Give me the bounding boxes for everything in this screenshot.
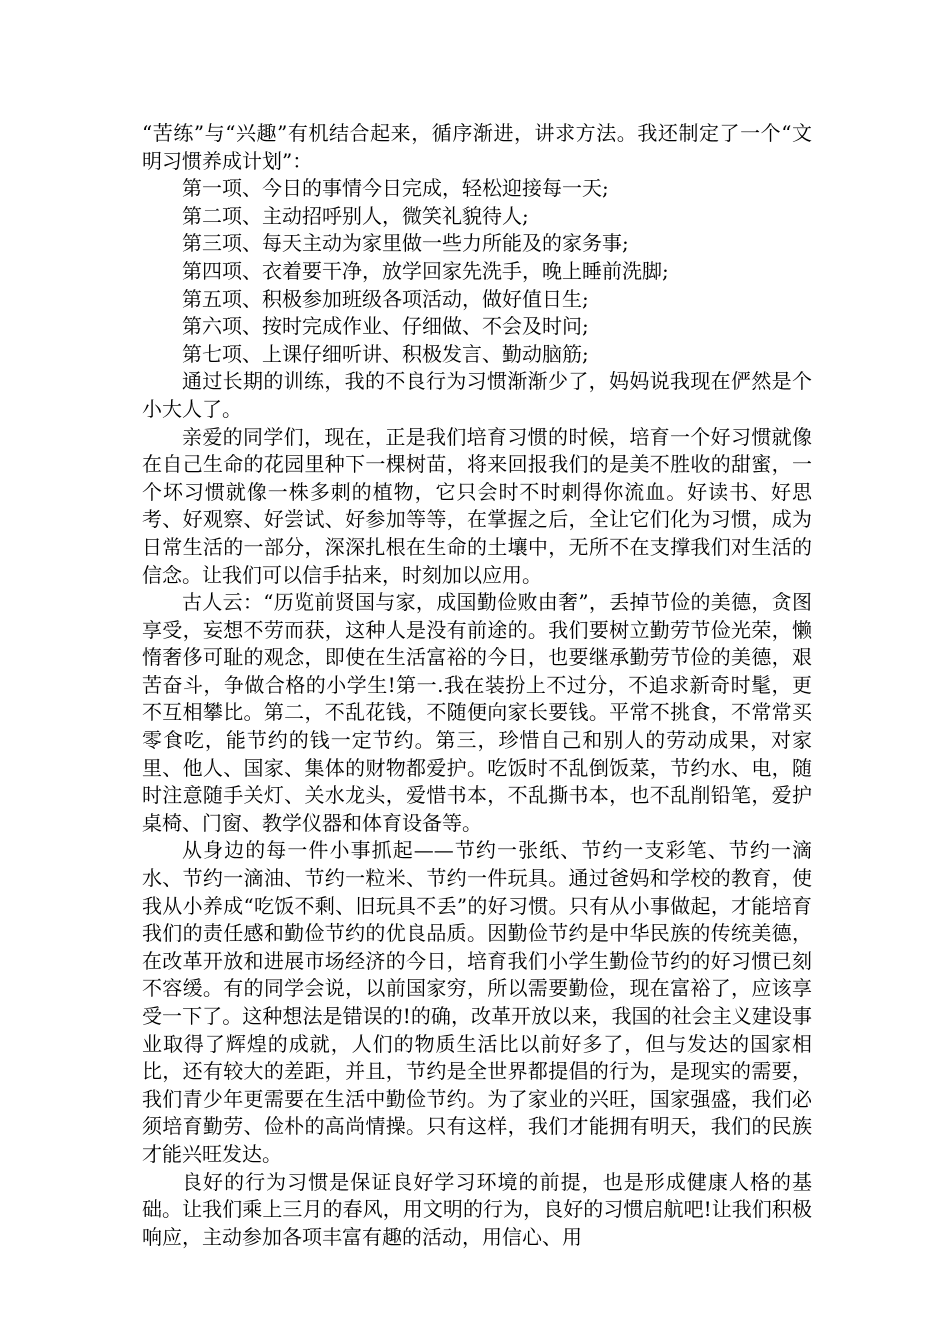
plan-item-1: 第一项、今日的事情今日完成，轻松迎接每一天; xyxy=(182,176,609,201)
paragraph-frugality: 古人云：“历览前贤国与家，成国勤俭败由奢”，丢掉节俭的美德，贪图享受，妄想不劳而获，这种人是没有前途的。我们要树立勤劳节俭光荣，懒惰奢侈可耻的观念，即使在生活富裕的今日，也要继承勤劳节俭的美德，艰苦奋斗，争做合格的小学生!第一.我在装扮上不过分，不追求新奇时髦，更不互相攀比。第二，不乱花钱，不随便向家长要钱。平常不挑食，不常常买零食吃，能节约的钱一定节约。第三，珍惜自己和别人的劳动成果，对家里、他人、国家、集体的财物都爱护。吃饭时不乱倒饭菜，节约水、电，随时注意随手关灯、关水龙头，爱惜书本，不乱撕书本，也不乱削铅笔，爱护桌椅、门窗、教学仪器和体育设备等。 xyxy=(142,590,812,835)
document-body xyxy=(142,120,812,1251)
plan-item-7: 第七项、上课仔细听讲、积极发言、勤动脑筋; xyxy=(182,341,589,366)
paragraph-closing: 良好的行为习惯是保证良好学习环境的前提，也是形成健康人格的基础。让我们乘上三月的春风，用文明的行为，良好的习惯启航吧!让我们积极响应，主动参加各项丰富有趣的活动，用信心、用 xyxy=(142,1169,812,1249)
plan-item-5: 第五项、积极参加班级各项活动，做好值日生; xyxy=(182,286,589,311)
paragraph-small-things: 从身边的每一件小事抓起——节约一张纸、节约一支彩笔、节约一滴水、节约一滴油、节约一粒米、节约一件玩具。通过爸妈和学校的教育，使我从小养成“吃饭不剩、旧玩具不丢”的好习惯。只有从小事做起，才能培育我们的责任感和勤俭节约的优良品质。因勤俭节约是中华民族的传统美德，在改革开放和进展市场经济的今日，培育我们小学生勤俭节约的好习惯已刻不容缓。有的同学会说，以前国家穷，所以需要勤俭，现在富裕了，应该享受一下了。这种想法是错误的!的确，改革开放以来，我国的社会主义建设事业取得了辉煌的成就，人们的物质生活比以前好多了，但与发达的国家相比，还有较大的差距，并且，节约是全世界都提倡的行为，是现实的需要，我们青少年更需要在生活中勤俭节约。为了家业的兴旺，国家强盛，我们必须培育勤劳、俭朴的高尚情操。只有这样，我们才能拥有明天，我们的民族才能兴旺发达。 xyxy=(142,838,812,1166)
plan-item-3: 第三项、每天主动为家里做一些力所能及的家务事; xyxy=(182,231,629,256)
paragraph-result: 通过长期的训练，我的不良行为习惯渐渐少了，妈妈说我现在俨然是个小大人了。 xyxy=(142,369,812,421)
plan-item-4: 第四项、衣着要干净，放学回家先洗手，晚上睡前洗脚; xyxy=(182,258,669,283)
paragraph-continuation: “苦练”与“兴趣”有机结合起来，循序渐进，讲求方法。我还制定了一个“文明习惯养成计划”： xyxy=(142,121,812,173)
paragraph-habits: 亲爱的同学们，现在，正是我们培育习惯的时候，培育一个好习惯就像在自己生命的花园里种下一棵树苗，将来回报我们的是美不胜收的甜蜜，一个坏习惯就像一株多刺的植物，它只会时不时刺得你流血。好读书、好思考、好观察、好尝试、好参加等等，在掌握之后，全让它们化为习惯，成为日常生活的一部分，深深扎根在生命的土壤中，无所不在支撑我们对生活的信念。让我们可以信手拈来，时刻加以应用。 xyxy=(142,424,812,587)
plan-item-6: 第六项、按时完成作业、仔细做、不会及时问; xyxy=(182,314,589,339)
plan-item-2: 第二项、主动招呼别人，微笑礼貌待人; xyxy=(182,203,529,228)
